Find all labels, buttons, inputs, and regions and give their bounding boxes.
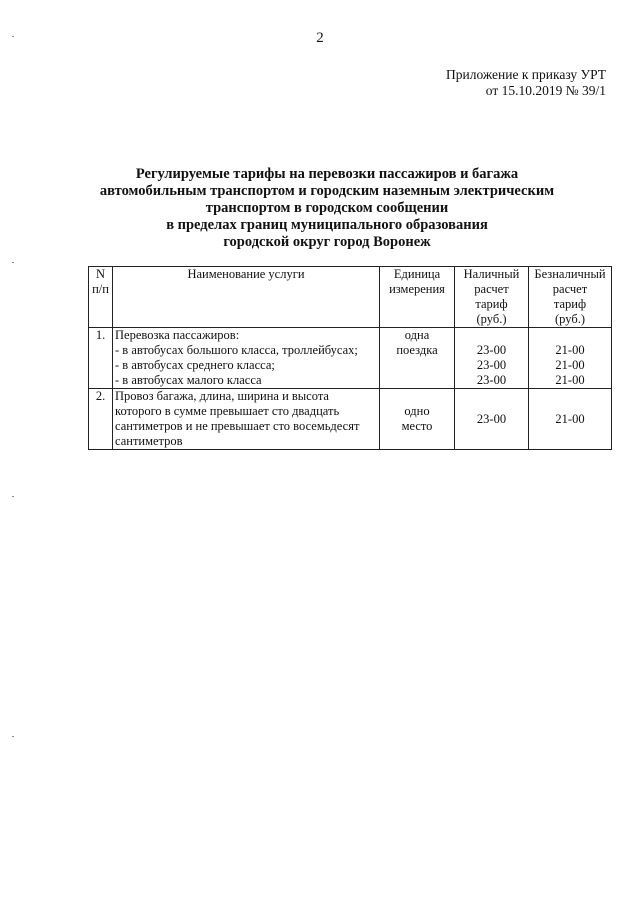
unit-line: место (401, 419, 433, 433)
header-text: расчет (474, 282, 509, 296)
service-line: - в автобусах малого класса (115, 373, 262, 387)
cashless-value: 21-00 (555, 343, 585, 357)
header-text: измерения (389, 282, 445, 296)
header-unit (380, 267, 455, 328)
header-text: (руб.) (476, 312, 507, 326)
appendix-order-line: от 15.10.2019 № 39/1 (485, 83, 606, 98)
scan-margin-mark (12, 736, 14, 737)
appendix-line: Приложение к приказу УРТ (446, 67, 606, 82)
service-name-cell (113, 389, 380, 450)
header-text: Безналичный (534, 267, 606, 281)
header-text: (руб.) (555, 312, 585, 326)
header-text: Единица (393, 267, 441, 281)
title-line: городской округ город Воронеж (223, 234, 431, 250)
title-line: в пределах границ муниципального образования (166, 217, 488, 233)
header-text: Наличный (463, 267, 520, 281)
table-header-row (89, 267, 612, 328)
service-line: - в автобусах среднего класса; (115, 358, 275, 372)
header-text: тариф (475, 297, 508, 311)
cashless-tariff-cell (529, 328, 612, 389)
cash-value: 23-00 (476, 343, 507, 357)
header-text: Наименование услуги (187, 267, 305, 281)
header-text: N (95, 267, 106, 281)
scan-margin-mark (12, 262, 14, 263)
service-line: которого в сумме превышает сто двадцать (115, 404, 340, 418)
header-cash-tariff (455, 267, 529, 328)
cashless-value: 21-00 (555, 411, 585, 426)
title-line: Регулируемые тарифы на перевозки пассажиров и багажа (135, 166, 519, 182)
service-line: Перевозка пассажиров: (115, 328, 240, 342)
cash-tariff-cell (455, 389, 529, 450)
service-line: Провоз багажа, длина, ширина и высота (115, 389, 329, 403)
tariff-table (88, 266, 612, 450)
cash-tariff-cell (455, 328, 529, 389)
service-name-cell (113, 328, 380, 389)
service-line: - в автобусах большого класса, троллейбусах; (115, 343, 358, 357)
header-cashless-tariff (529, 267, 612, 328)
scan-margin-mark (12, 496, 14, 497)
service-line: сантиметров (115, 434, 183, 448)
header-text: расчет (552, 282, 588, 296)
cash-value: 23-00 (476, 358, 507, 372)
unit-cell (380, 328, 455, 389)
scan-margin-mark (12, 36, 14, 37)
table-row (89, 328, 612, 389)
cash-value: 23-00 (476, 373, 507, 387)
header-text: тариф (553, 297, 587, 311)
title-line: транспортом в городском сообщении (205, 200, 449, 216)
unit-line: одна (404, 328, 430, 342)
row-number: 2. (89, 389, 113, 450)
row-number: 1. (89, 328, 113, 389)
cash-value: 23-00 (476, 411, 507, 426)
cashless-value: 21-00 (555, 373, 585, 387)
unit-line: одно (404, 404, 430, 418)
header-text: п/п (92, 282, 109, 296)
cashless-tariff-cell (529, 389, 612, 450)
service-line: сантиметров и не превышает сто восемьдесят (115, 419, 360, 433)
unit-cell (380, 389, 455, 450)
table-row (89, 389, 612, 450)
title-line: автомобильным транспортом и городским наземным электрическим (99, 183, 555, 199)
page-number: 2 (316, 30, 324, 46)
appendix-reference (446, 67, 606, 99)
header-service-name (113, 267, 380, 328)
unit-line: поездка (396, 343, 438, 357)
document-title (90, 166, 564, 251)
cashless-value: 21-00 (555, 358, 585, 372)
header-number (89, 267, 113, 328)
